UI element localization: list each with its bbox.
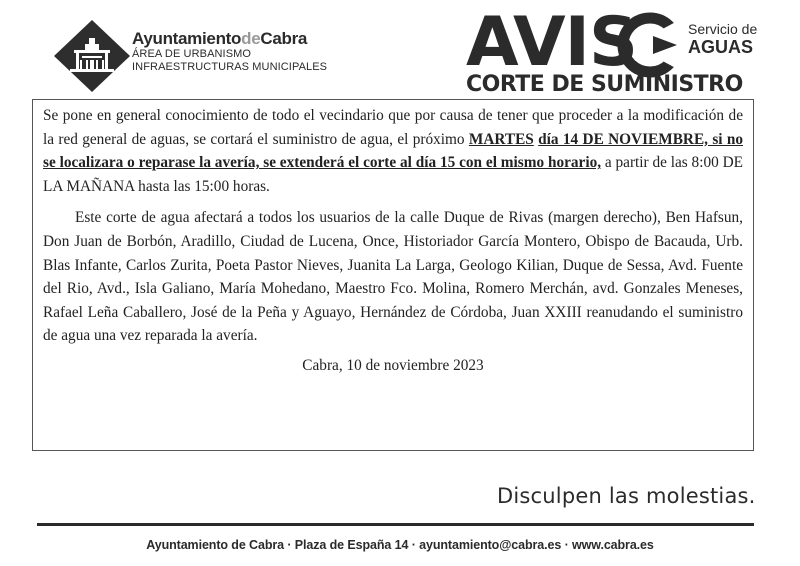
notice-date-warning: día 14 DE NOVIEMBRE, si no se localizara o reparase la avería, se extenderá el corte al día 15 con el mismo horario, <box>43 130 744 172</box>
notice-date: Cabra, 10 de noviembre 2023 <box>302 356 484 374</box>
apology-text: Disculpen las molestias. <box>497 484 756 508</box>
organization-name: AyuntamientodeCabra <box>132 29 308 48</box>
notice-paragraph-2: Este corte de agua afectará a todos los usuarios de la calle Duque de Rivas (margen derecho), Ben Hafsun, Don Juan de Borbón, Aradillo, Ciudad de Lucena, Once, Historiador García Montero, Obispo de Bacauda, Urb. Blas Infante, Carlos Zurita, Poeta Pastor Nieves, Juanita La Larga, Geologo Kilian, Duque de Sessa, Avd. Fuente del Rio, Avd., Isla Galiano, María Mohedano, Maestro Fco. Molina, Romero Merchán, avd. Gonzales Meneses, Rafael Leña Caballero, José de la Peña y Aguayo, Hernández de Córdoba, Juan XXIII reanudando el suministro de agua una vez reparada la avería. <box>43 209 743 345</box>
service-line-2: AGUAS <box>688 37 754 57</box>
ayuntamiento-logo <box>52 20 132 92</box>
service-label <box>688 22 757 57</box>
notice-subtitle: CORTE DE SUMINISTRO <box>466 72 743 97</box>
notice-paragraph-1: Se pone en general conocimiento de todo el vecindario que por causa de tener que proceder a la modificación de la red general de aguas, se cortará el suministro de agua, el próximo MARTES día 14 DE NOVIEMBRE, si no se localizara o reparase la avería, se extenderá el corte al día 15 con el mismo horario, a partir de las 8:00 DE LA MAÑANA hasta las 15:00 horas. <box>43 107 744 195</box>
notice-weekday: MARTES <box>468 130 534 148</box>
organization-area: ÁREA DE URBANISMO <box>132 48 252 60</box>
footer-divider <box>37 523 754 526</box>
organization-block <box>132 30 327 74</box>
notice-box <box>32 99 754 451</box>
aviso-faucet-o-icon <box>617 12 683 78</box>
footer-contact: Ayuntamiento de Cabra · Plaza de España 14 · ayuntamiento@cabra.es · www.cabra.es <box>146 538 654 552</box>
service-line-1: Servicio de <box>688 21 758 37</box>
aviso-title: AVIS <box>466 3 637 82</box>
organization-department: INFRAESTRUCTURAS MUNICIPALES <box>132 61 328 73</box>
